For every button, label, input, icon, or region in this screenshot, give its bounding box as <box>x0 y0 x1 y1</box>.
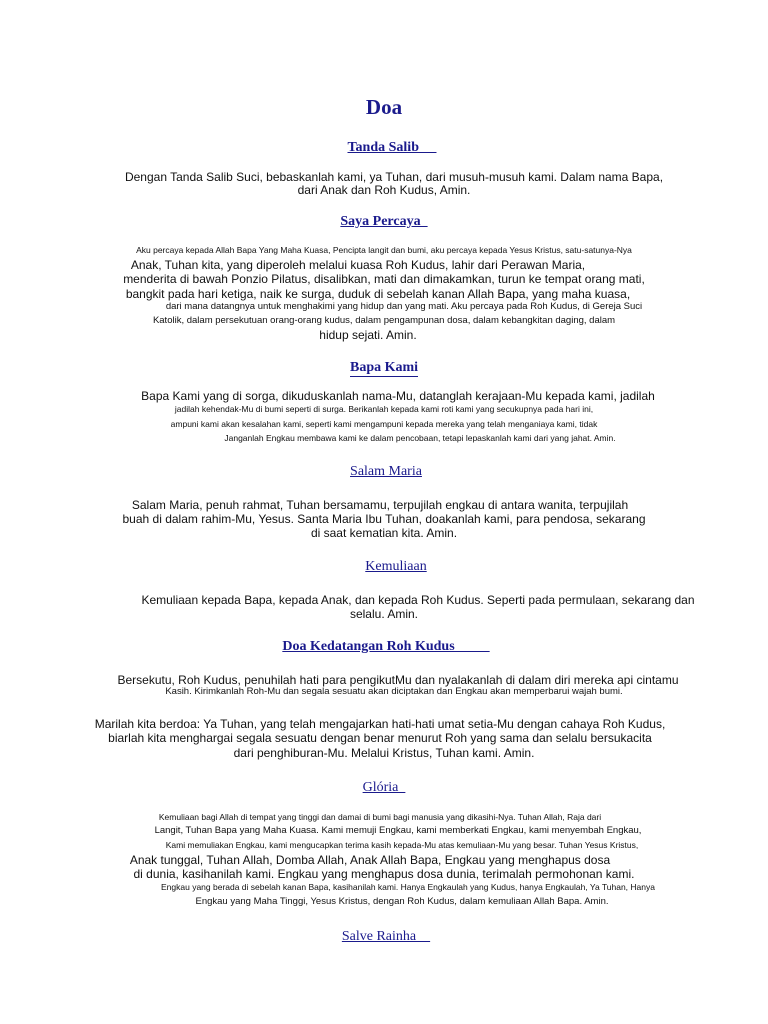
heading-tanda-salib: Tanda Salib <box>347 140 437 155</box>
text-line: Engkau yang berada di sebelah kanan Bapa, kasihanilah kami. Hanya Engkaulah yang Kudus, hanya Engkaulah, Ya Tuhan, Hanya <box>161 882 655 892</box>
heading-salam-maria: Salam Maria <box>350 464 422 479</box>
heading-bapa-kami: Bapa Kami <box>350 360 419 375</box>
text-line: Bapa Kami yang di sorga, dikuduskanlah nama-Mu, datanglah kerajaan-Mu kepada kami, jadilah <box>141 389 655 403</box>
text-line: hidup sejati. Amin. <box>319 328 417 342</box>
text-line: Engkau yang Maha Tinggi, Yesus Kristus, dengan Roh Kudus, dalam kemuliaan Allah Bapa. Amin. <box>195 896 609 907</box>
heading-gloria: Glória <box>362 780 406 795</box>
text-line: Anak tunggal, Tuhan Allah, Domba Allah, Anak Allah Bapa, Engkau yang menghapus dosa <box>129 853 611 867</box>
text-line: Langit, Tuhan Bapa yang Maha Kuasa. Kami memuji Engkau, kami memberkati Engkau, kami menyembah Engkau, <box>154 825 642 836</box>
text-line: Janganlah Engkau membawa kami ke dalam pencobaan, tetapi lepaskanlah kami dari yang jahat. Amin. <box>224 433 616 443</box>
heading-doa-kedatangan-roh-kudus: Doa Kedatangan Roh Kudus <box>282 639 490 654</box>
text-line: jadilah kehendak-Mu di bumi seperti di surga. Berikanlah kepada kami roti kami yang secukupnya pada hari ini, <box>174 404 594 414</box>
page-title: Doa <box>365 95 403 119</box>
text-line: Kemuliaan kepada Bapa, kepada Anak, dan kepada Roh Kudus. Seperti pada permulaan, sekarang dan <box>141 593 695 607</box>
text-line: di saat kematian kita. Amin. <box>310 526 458 540</box>
text-line: menderita di bawah Ponzio Pilatus, disalibkan, mati dan dimakamkan, turun ke tempat orang mati, <box>123 272 645 286</box>
text-line: Kasih. Kirimkanlah Roh-Mu dan segala sesuatu akan diciptakan dan Engkau akan memperbarui wajah bumi. <box>165 686 623 697</box>
text-line: Kami memuliakan Engkau, kami mengucapkan terima kasih kepada-Mu atas kemuliaan-Mu yang besar. Tuhan Yesus Kristus, <box>165 840 639 850</box>
text-line: Salam Maria, penuh rahmat, Tuhan bersamamu, terpujilah engkau di antara wanita, terpujilah <box>131 498 629 512</box>
text-line: ampuni kami akan kesalahan kami, seperti kami mengampuni kepada mereka yang telah menganiaya kami, tidak <box>170 419 598 429</box>
heading-saya-percaya: Saya Percaya <box>340 214 428 229</box>
text-line: selalu. Amin. <box>349 607 419 621</box>
text-line: di dunia, kasihanilah kami. Engkau yang menghapus dosa dunia, terimalah permohonan kami. <box>133 867 635 881</box>
text-line: bangkit pada hari ketiga, naik ke surga, duduk di sebelah kanan Allah Bapa, yang maha kuasa, <box>125 287 631 301</box>
text-line: Marilah kita berdoa: Ya Tuhan, yang telah mengajarkan hati-hati umat setia-Mu dengan cahaya Roh Kudus, <box>94 717 666 731</box>
text-line: Aku percaya kepada Allah Bapa Yang Maha Kuasa, Pencipta langit dan bumi, aku percaya kepada Yesus Kristus, satu-satunya-Nya <box>136 245 632 255</box>
text-line: buah di dalam rahim-Mu, Yesus. Santa Maria Ibu Tuhan, doakanlah kami, para pendosa, sekarang <box>122 512 646 526</box>
text-line: Dengan Tanda Salib Suci, bebaskanlah kami, ya Tuhan, dari musuh-musuh kami. Dalam nama Bapa, <box>124 170 664 184</box>
heading-salve-rainha: Salve Rainha <box>341 929 431 944</box>
text-line: Anak, Tuhan kita, yang diperoleh melalui kuasa Roh Kudus, lahir dari Perawan Maria, <box>130 258 586 272</box>
text-line: dari Anak dan Roh Kudus, Amin. <box>297 183 471 197</box>
text-line: Bersekutu, Roh Kudus, penuhilah hati para pengikutMu dan nyalakanlah di dalam diri mereka api cintamu <box>117 673 679 687</box>
text-line: dari mana datangnya untuk menghakimi yang hidup dan yang mati. Aku percaya pada Roh Kudus, di Gereja Suci <box>165 301 643 312</box>
text-line: Kemuliaan bagi Allah di tempat yang tinggi dan damai di bumi bagi manusia yang dikasihi-Nya. Tuhan Allah, Raja dari <box>158 812 602 822</box>
text-line: biarlah kita menghargai segala sesuatu dengan benar menurut Roh yang sama dan selalu bersukacita <box>108 731 652 745</box>
text-line: dari penghiburan-Mu. Melalui Kristus, Tuhan kami. Amin. <box>233 746 535 760</box>
heading-kemuliaan: Kemuliaan <box>365 559 427 574</box>
text-line: Katolik, dalam persekutuan orang-orang kudus, dalam pengampunan dosa, dalam kebangkitan daging, dalam <box>152 315 616 326</box>
